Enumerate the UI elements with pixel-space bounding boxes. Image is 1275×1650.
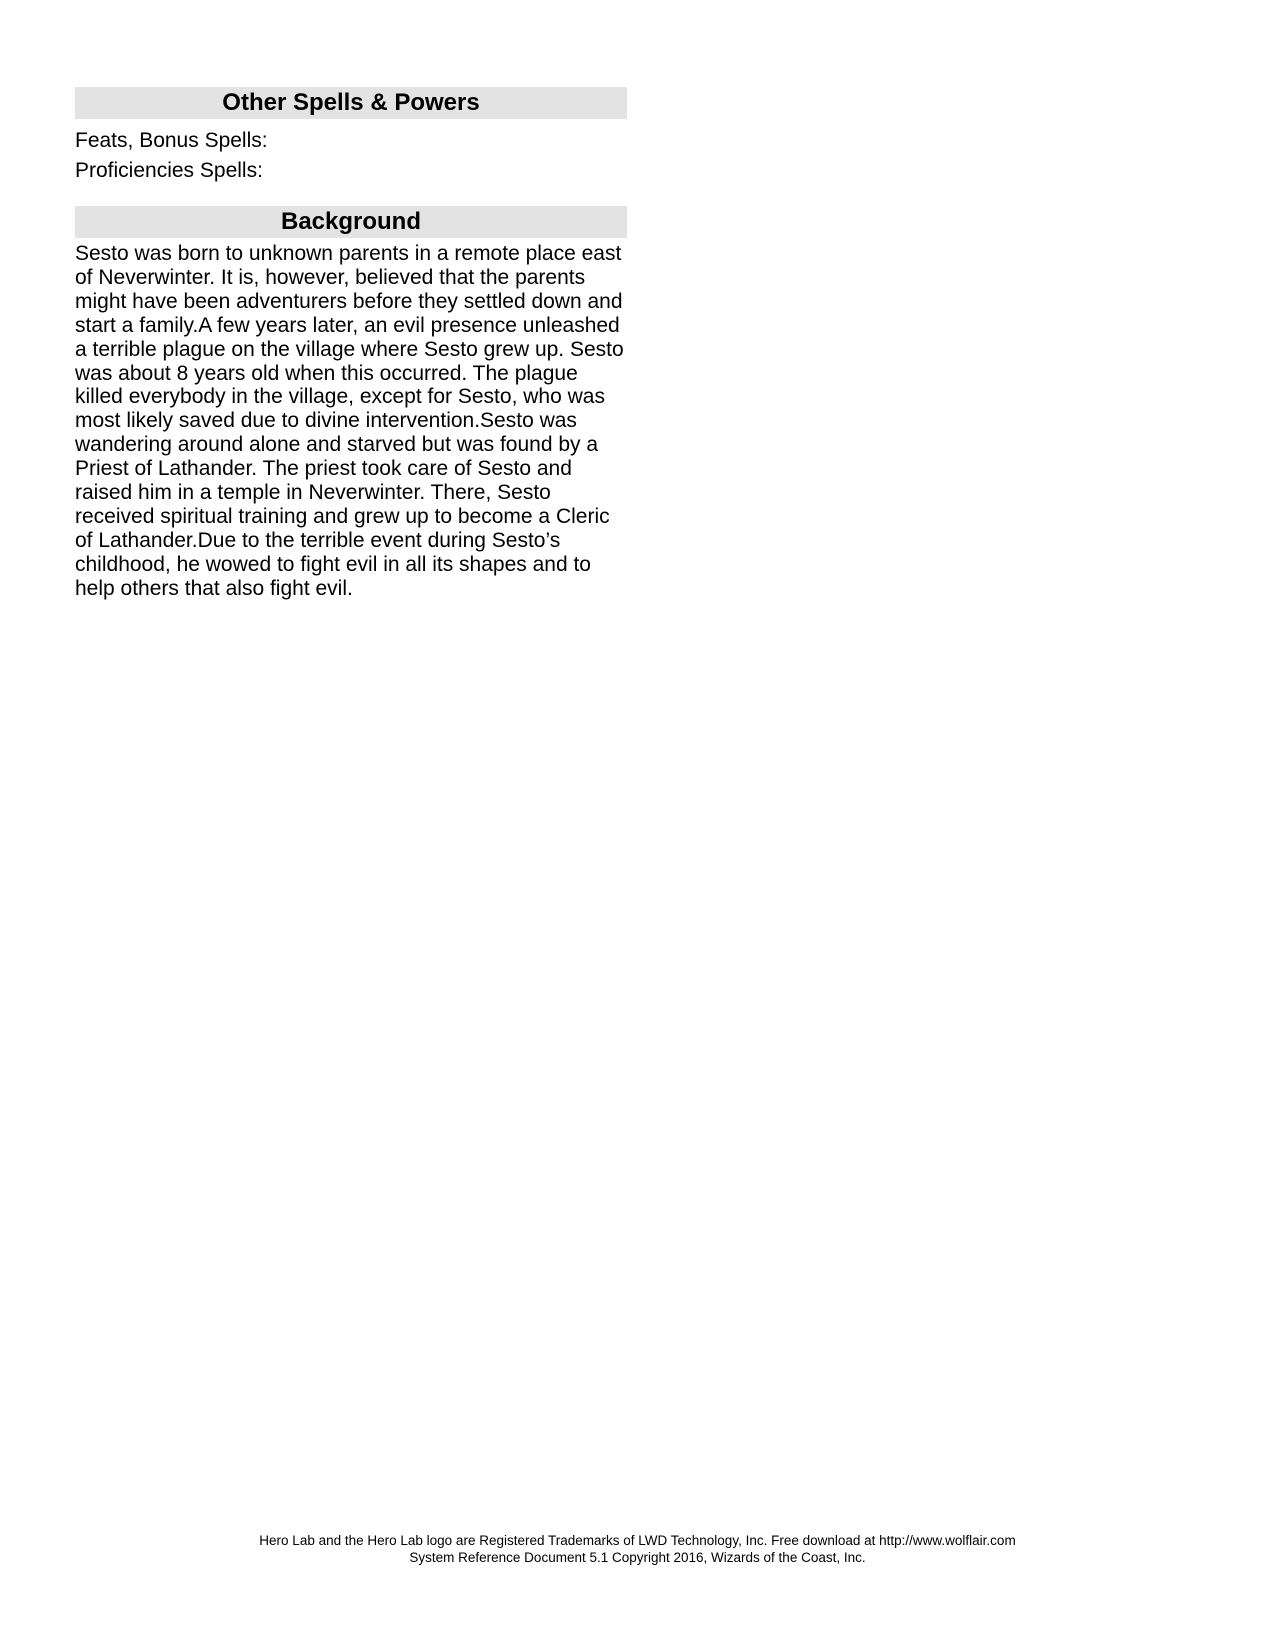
other-spells-header: Other Spells & Powers: [75, 87, 627, 119]
footer-trademark-line: Hero Lab and the Hero Lab logo are Registered Trademarks of LWD Technology, Inc. Free download at http://www.wolflair.com: [259, 1533, 1016, 1548]
background-text: Sesto was born to unknown parents in a remote place east of Neverwinter. It is, however, believed that the parents might have been adventurers before they settled down and start a family.A few years later, an evil presence unleashed a terrible plague on the village where Sesto grew up. Sesto was about 8 years old when this occurred. The plague killed everybody in the village, except for Sesto, who was most likely saved due to divine intervention.Sesto was wandering around alone and starved but was found by a Priest of Lathander. The priest took care of Sesto and raised him in a temple in Neverwinter. There, Sesto received spiritual training and grew up to become a Cleric of Lathander.Due to the terrible event during Sesto’s childhood, he wowed to fight evil in all its shapes and to help others that also fight evil.: [75, 242, 624, 600]
section-spacer: [75, 186, 627, 206]
proficiencies-spells-label: Proficiencies Spells:: [75, 159, 263, 182]
other-spells-section: [75, 87, 627, 186]
page-footer: [0, 1532, 1275, 1566]
footer-copyright-line: System Reference Document 5.1 Copyright 2016, Wizards of the Coast, Inc.: [409, 1550, 866, 1565]
spells-fields: [75, 119, 627, 186]
background-header: Background: [75, 206, 627, 238]
feats-bonus-spells-label: Feats, Bonus Spells:: [75, 129, 268, 152]
character-sheet-column: [75, 87, 627, 601]
background-section: [75, 206, 627, 601]
